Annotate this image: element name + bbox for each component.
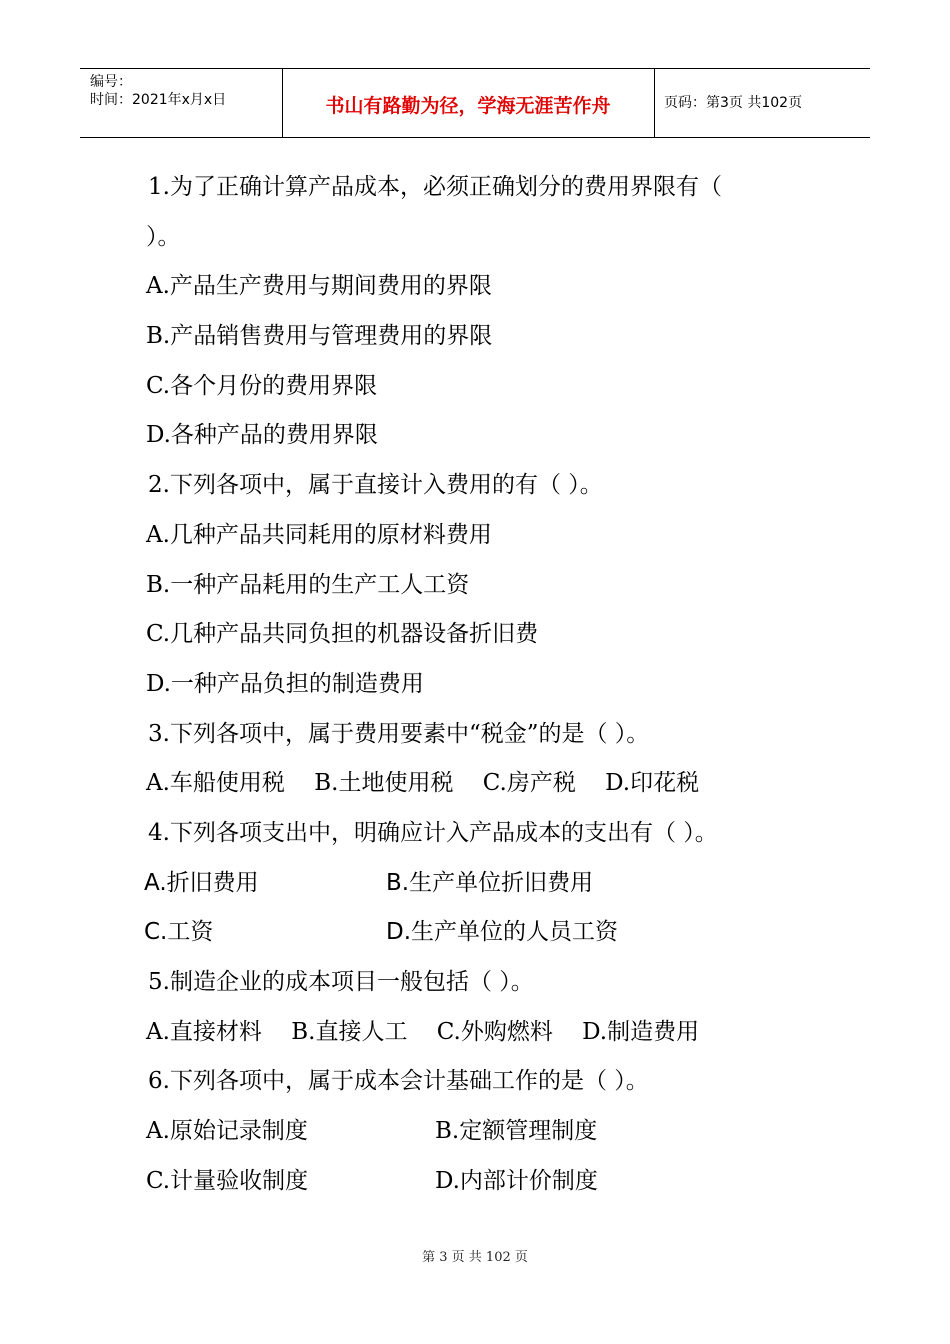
option-row	[144, 859, 846, 909]
option-d: D.制造费用	[582, 1018, 700, 1045]
motto-text: 书山有路勤为径，学海无涯苦作舟	[325, 95, 611, 117]
option-row	[146, 1008, 846, 1058]
option-c: C.各个月份的费用界限	[146, 372, 378, 399]
page-info: 页码：第3页 共102页	[664, 95, 803, 111]
question-stem: 5.制造企业的成本项目一般包括（ ）。	[148, 969, 534, 995]
option-c: C.外购燃料	[436, 1018, 553, 1045]
option-a: A.车船使用税	[146, 770, 285, 797]
option-c: C.计量验收制度	[146, 1167, 309, 1194]
option-row	[144, 908, 846, 958]
header-page-cell	[654, 69, 870, 137]
page-footer: 第 3 页 共 102 页	[422, 1250, 528, 1265]
question-stem-continued: ）。	[146, 223, 181, 250]
option-a: A.产品生产费用与期间费用的界限	[146, 273, 492, 300]
option-a: A.折旧费用	[144, 869, 259, 896]
option-b: B.一种产品耗用的生产工人工资	[146, 571, 470, 598]
option-c: C.几种产品共同负担的机器设备折旧费	[146, 621, 539, 648]
option-row	[146, 1157, 846, 1207]
question-stem: 2.下列各项中，属于直接计入费用的有（ ）。	[148, 472, 603, 499]
option-b: B.生产单位折旧费用	[386, 869, 594, 896]
page-header	[80, 68, 870, 138]
option-d: D.一种产品负担的制造费用	[146, 670, 424, 697]
number-label: 编号：	[90, 74, 132, 90]
option-b: B.产品销售费用与管理费用的界限	[146, 323, 493, 350]
option-d: D.生产单位的人员工资	[386, 919, 619, 946]
question-stem: 6.下列各项中，属于成本会计基础工作的是（ ）。	[148, 1068, 649, 1095]
option-row	[146, 759, 846, 809]
option-b: B.定额管理制度	[435, 1118, 598, 1145]
option-c: C.房产税	[482, 770, 576, 797]
option-b: B.土地使用税	[314, 770, 454, 797]
option-row	[146, 1107, 846, 1157]
option-b: B.直接人工	[291, 1018, 408, 1045]
header-motto-cell	[282, 69, 655, 137]
option-c: C.工资	[144, 919, 214, 946]
header-meta-cell	[80, 69, 283, 137]
question-stem: 3.下列各项中，属于费用要素中“税金”的是（ ）。	[148, 720, 650, 747]
option-a: A.直接材料	[146, 1018, 262, 1045]
option-d: D.印花税	[605, 770, 700, 797]
option-d: D.各种产品的费用界限	[146, 422, 378, 449]
option-a: A.几种产品共同耗用的原材料费用	[146, 521, 492, 548]
question-stem: 1.为了正确计算产品成本，必须正确划分的费用界限有（	[148, 174, 722, 200]
question-list	[146, 163, 846, 1206]
option-d: D.内部计价制度	[435, 1167, 598, 1194]
time-label: 时间：2021年x月x日	[90, 92, 227, 108]
option-a: A.原始记录制度	[146, 1118, 308, 1145]
question-stem: 4.下列各项支出中，明确应计入产品成本的支出有（ ）。	[148, 819, 718, 846]
